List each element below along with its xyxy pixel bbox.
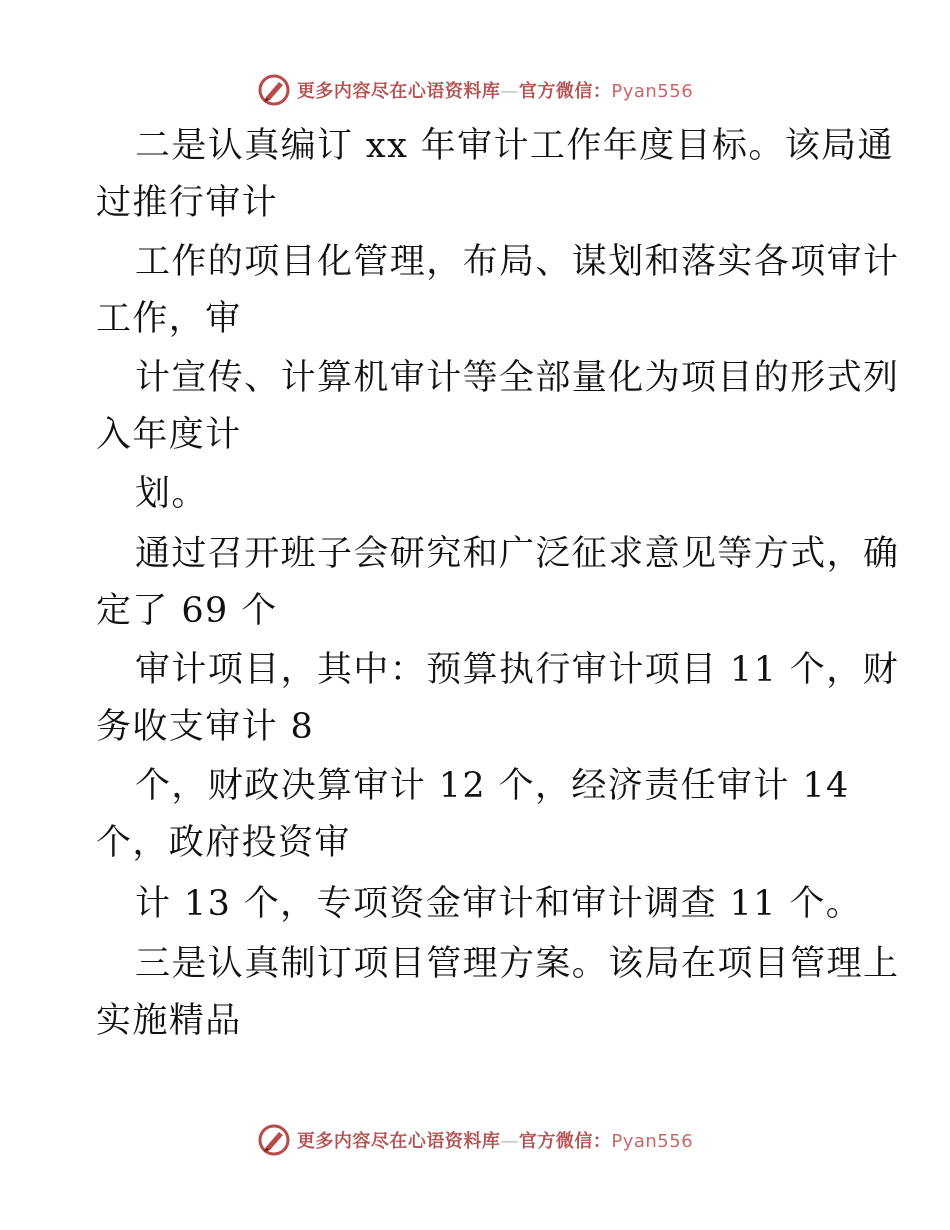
text-line: 计 13 个，专项资金审计和审计调查 11 个。 (135, 884, 863, 924)
text-line: 通过召开班子会研究和广泛征求意见等方式，确 (135, 534, 900, 574)
text-line: 个，政府投资审 (96, 823, 351, 863)
text-line: 工作，审 (96, 299, 242, 339)
text-line: 务收支审计 8 (96, 707, 315, 747)
text-line: 三是认真制订项目管理方案。该局在项目管理上 (135, 944, 900, 984)
watermark-wechat-id: Pyan556 (611, 81, 694, 102)
watermark-official-label: 官方微信： (518, 1131, 612, 1152)
watermark-separator: — (500, 81, 519, 102)
text-line: 划。 (135, 474, 208, 514)
pen-logo-icon (257, 1123, 291, 1157)
text-line: 入年度计 (96, 415, 242, 455)
pen-logo-icon (257, 73, 291, 107)
watermark-text (297, 1127, 693, 1153)
watermark-official-label: 官方微信： (518, 81, 612, 102)
text-line: 二是认真编订 xx 年审计工作年度目标。该局通 (135, 126, 894, 166)
text-line: 计宣传、计算机审计等全部量化为项目的形式列 (135, 358, 900, 398)
watermark-banner-top (0, 70, 950, 110)
watermark-slogan: 更多内容尽在心语资料库 (296, 1131, 501, 1152)
text-line: 定了 69 个 (96, 591, 278, 631)
text-line: 审计项目，其中：预算执行审计项目 11 个，财 (135, 650, 899, 690)
watermark-text (297, 77, 693, 103)
text-line: 个，财政决算审计 12 个，经济责任审计 14 (135, 766, 850, 806)
watermark-banner-bottom (0, 1120, 950, 1160)
watermark-wechat-id: Pyan556 (611, 1131, 694, 1152)
text-line: 实施精品 (96, 1001, 242, 1041)
text-line: 工作的项目化管理，布局、谋划和落实各项审计 (135, 242, 900, 282)
text-line: 过推行审计 (96, 183, 279, 223)
watermark-slogan: 更多内容尽在心语资料库 (296, 81, 501, 102)
watermark-separator: — (500, 1131, 519, 1152)
